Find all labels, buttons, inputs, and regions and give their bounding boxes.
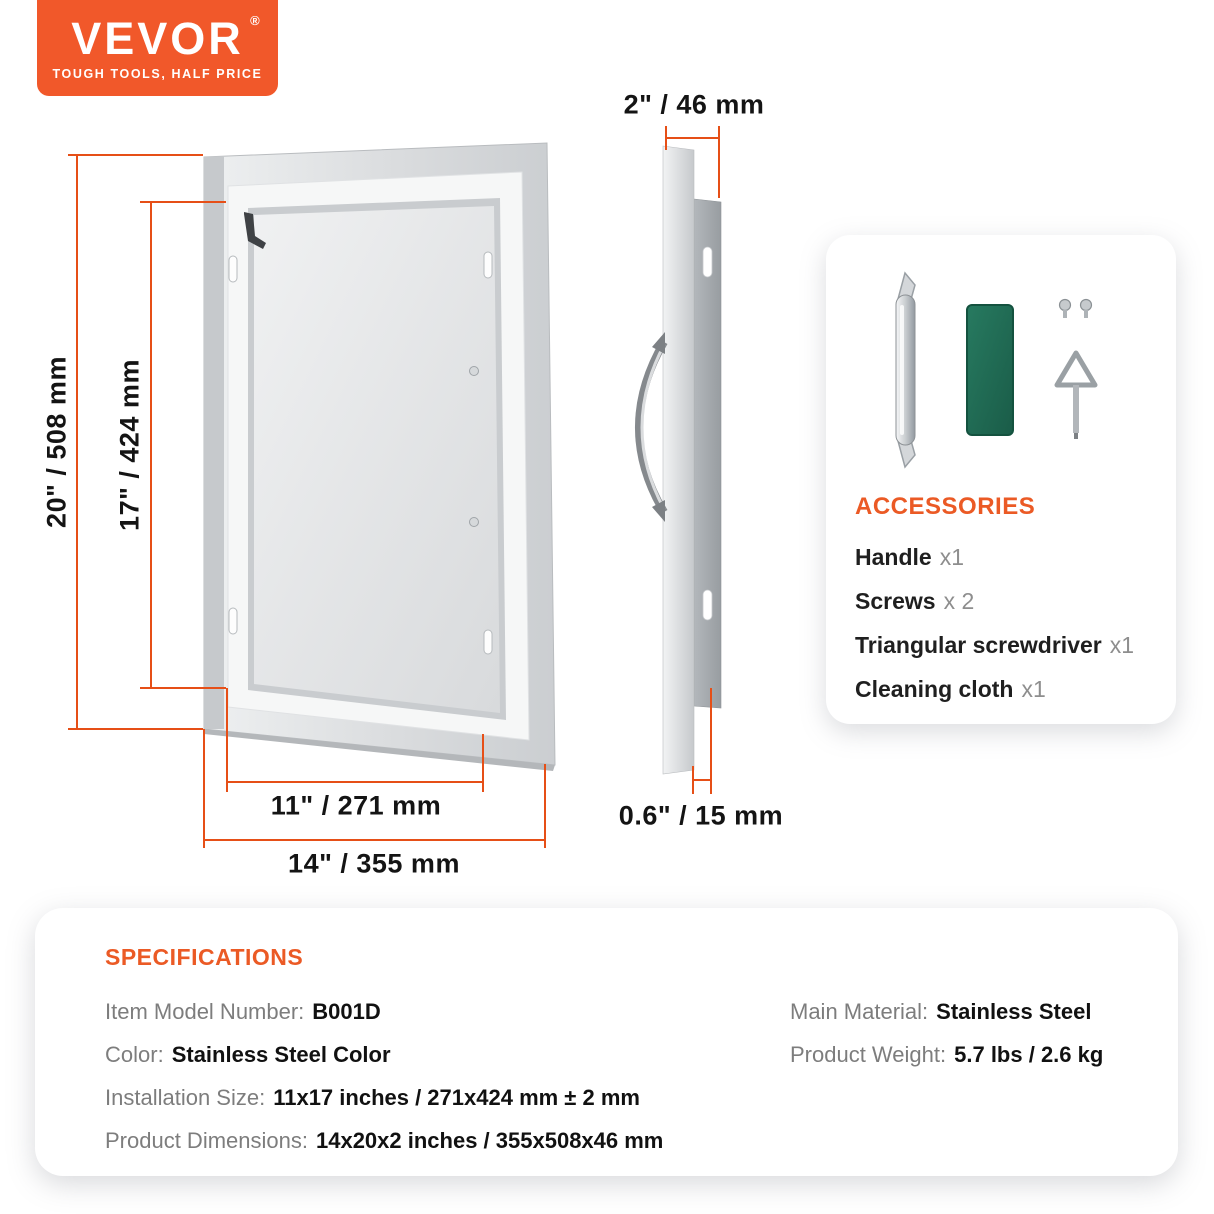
accessory-item [855,623,1155,667]
accessories-card [826,235,1176,724]
cleaning-cloth-icon [967,305,1013,435]
spec-value: Stainless Steel Color [171,1042,391,1067]
spec-label: Product Dimensions: [105,1128,308,1153]
dim-inner-width-label: 11" / 271 mm [270,790,442,821]
spec-value: Stainless Steel [936,999,1092,1024]
accessory-name: Triangular screwdriver [855,632,1102,658]
spec-label: Item Model Number: [105,999,305,1024]
spec-color [105,1033,663,1076]
dim-depth-label: 2" / 46 mm [623,89,765,120]
accessory-name: Cleaning cloth [855,676,1014,702]
accessory-name: Handle [855,544,932,570]
spec-value: 14x20x2 inches / 355x508x46 mm [315,1128,664,1153]
accessories-title: ACCESSORIES [855,493,1036,520]
accessories-images [826,235,1176,485]
dim-inner-height-label: 17" / 424 mm [114,359,145,531]
brand-tagline: TOUGH TOOLS, HALF PRICE [52,66,263,81]
spec-label: Product Weight: [790,1042,947,1067]
spec-product-weight [790,1033,1103,1076]
accessory-item [855,667,1155,711]
accessories-text [855,493,1155,711]
handle-icon [896,273,915,467]
triangular-screwdriver-icon [1057,353,1095,439]
dim-outer-width-label: 14" / 355 mm [288,848,460,879]
spec-installation-size [105,1076,663,1119]
brand-text: VEVOR [71,12,244,64]
accessory-name: Screws [855,588,936,614]
door-side-view [639,146,721,774]
spec-main-material [790,990,1103,1033]
spec-label: Main Material: [790,999,929,1024]
side-handle [639,332,665,522]
registered-mark: ® [250,12,260,28]
spec-label: Color: [105,1042,164,1067]
accessory-qty: x1 [1109,632,1135,658]
door-front-view [204,143,555,771]
dim-outer-height-label: 20" / 508 mm [41,356,72,528]
spec-item-model [105,990,663,1033]
spec-value: 5.7 lbs / 2.6 kg [954,1042,1104,1067]
specifications-left-column [105,990,663,1162]
accessory-qty: x1 [1021,676,1046,702]
specifications-card [35,908,1178,1176]
specifications-title: SPECIFICATIONS [105,944,304,970]
accessory-item [855,535,1155,579]
spec-product-dimensions [105,1119,663,1162]
accessory-item [855,579,1155,623]
accessory-qty: x 2 [943,588,975,614]
spec-value: B001D [312,999,381,1024]
dim-flange-depth-label: 0.6" / 15 mm [618,800,784,831]
spec-value: 11x17 inches / 271x424 mm ± 2 mm [273,1085,640,1110]
specifications-right-column [790,990,1103,1076]
screws-icon [1060,300,1092,319]
spec-label: Installation Size: [105,1085,266,1110]
accessory-qty: x1 [939,544,964,570]
